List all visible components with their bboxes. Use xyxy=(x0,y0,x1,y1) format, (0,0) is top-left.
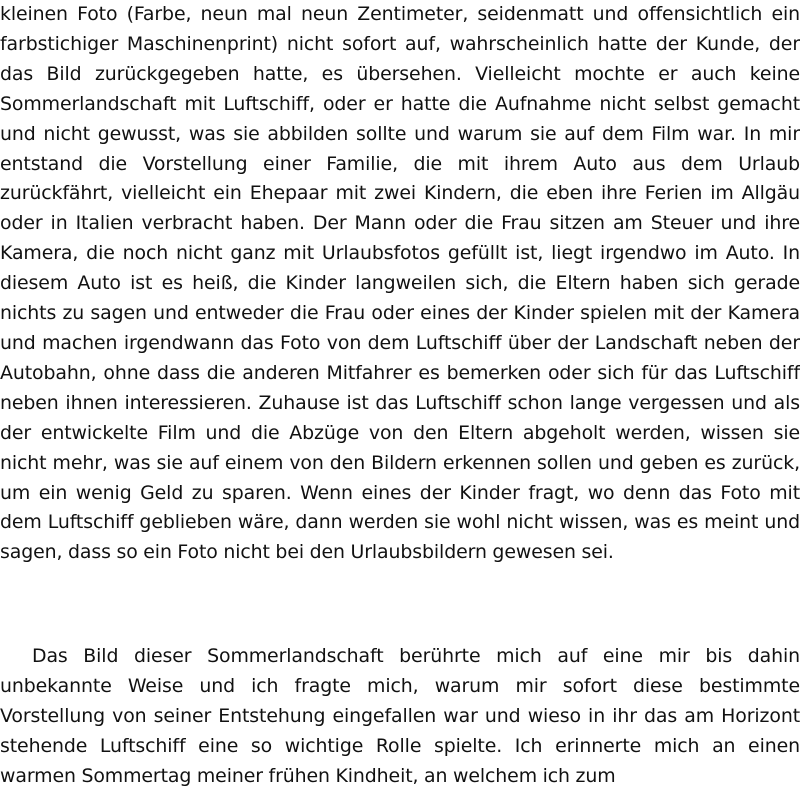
paragraph-1: kleinen Foto (Farbe, neun mal neun Zentimeter, seidenmatt und offensichtlich ein farbstichiger Maschinenprint) nicht sofort auf, wahrscheinlich hatte der Kunde, der das Bild zurückgegeben hatte, es übersehen. Vielleicht mochte er auch keine Sommerlandschaft mit Luftschiff, oder er hatte die Aufnahme nicht selbst gemacht und nicht gewusst, was sie abbilden sollte und warum sie auf dem Film war. In mir entstand die Vorstellung einer Familie, die mit ihrem Auto aus dem Urlaub zurückfährt, vielleicht ein Ehepaar mit zwei Kindern, die eben ihre Ferien im Allgäu oder in Italien verbracht haben. Der Mann oder die Frau sitzen am Steuer und ihre Kamera, die noch nicht ganz mit Urlaubsfotos gefüllt ist, liegt irgendwo im Auto. In diesem Auto ist es heiß, die Kinder langweilen sich, die Eltern haben sich gerade nichts zu sagen und entweder die Frau oder eines der Kinder spielen mit der Kamera und machen irgendwann das Foto von dem Luftschiff über der Landschaft neben der Autobahn, ohne dass die anderen Mitfahrer es bemerken oder sich für das Luftschiff neben ihnen interessieren. Zuhause ist das Luftschiff schon lange vergessen und als der entwickelte Film und die Abzüge von den Eltern abgeholt werden, wissen sie nicht mehr, was sie auf einem von den Bildern erkennen sollen und geben es zurück, um ein wenig Geld zu sparen. Wenn eines der Kinder fragt, wo denn das Foto mit dem Luftschiff geblieben wäre, dann werden sie wohl nicht wissen, was es meint und sagen, dass so ein Foto nicht bei den Urlaubsbildern gewesen sei. xyxy=(0,3,800,564)
paragraph-2: Das Bild dieser Sommerlandschaft berührte mich auf eine mir bis dahin unbekannte Weise und ich fragte mich, warum mir sofort diese bestimmte Vorstellung von seiner Entstehung eingefallen war und wieso in ihr das am Horizont stehende Luftschiff eine so wichtige Rolle spielte. Ich erinnerte mich an einen warmen Sommertag meiner frühen Kindheit, an welchem ich zum xyxy=(0,645,800,787)
